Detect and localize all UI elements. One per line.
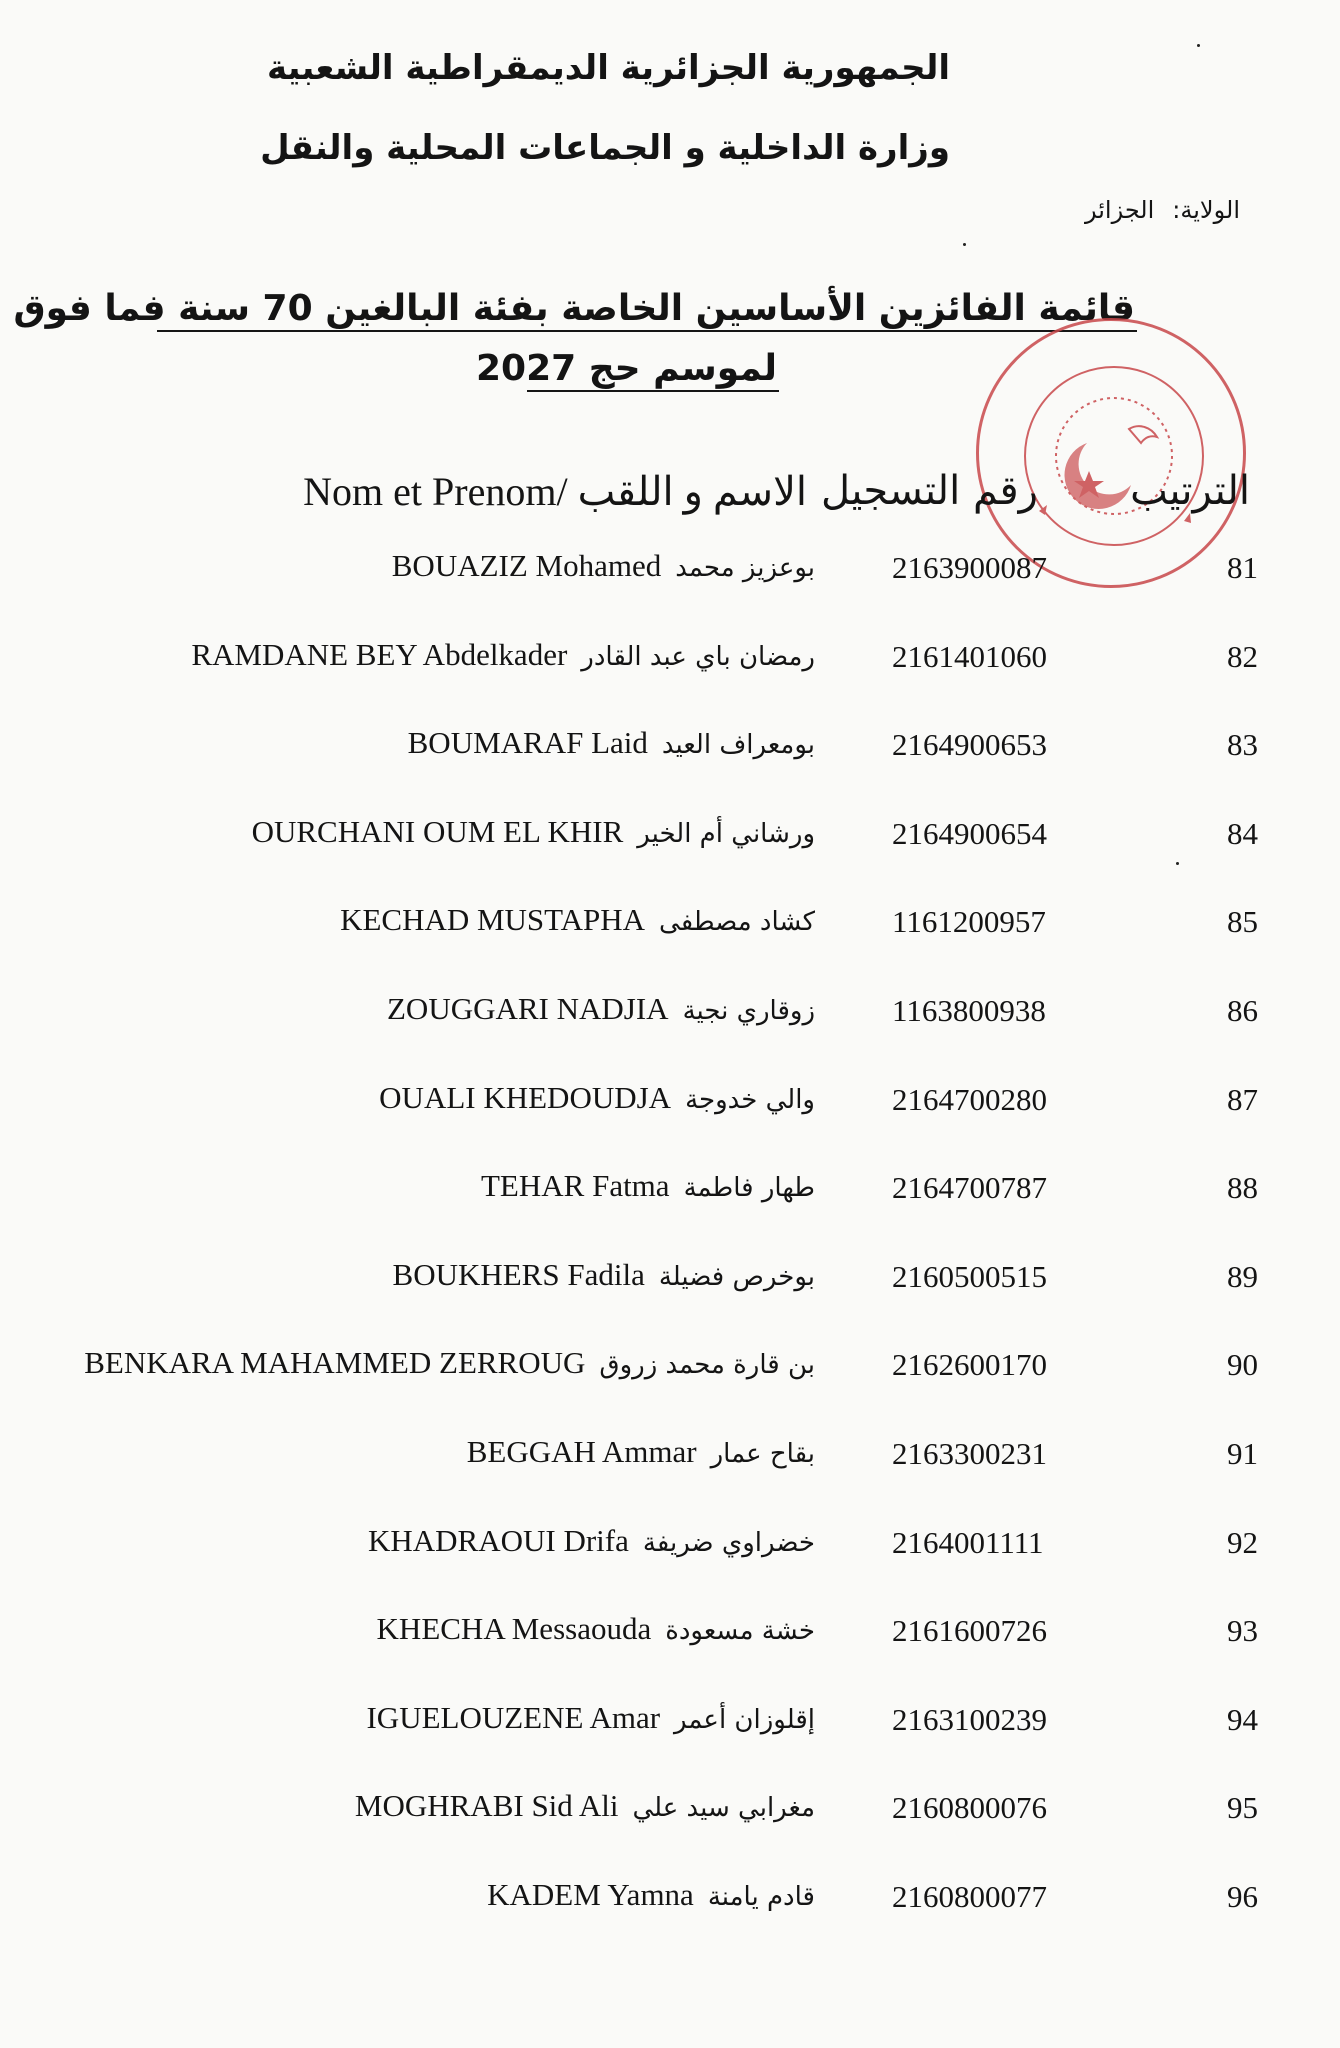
scan-speck [963, 243, 966, 246]
arabic-name: زوقاري نجية [682, 995, 815, 1026]
order-number: 93 [1227, 1613, 1258, 1649]
document-subtitle: لموسم حج 2027 [475, 348, 777, 389]
order-number: 92 [1227, 1524, 1258, 1560]
wilaya-value: الجزائر [1084, 196, 1155, 224]
arabic-name: بقاح عمار [710, 1438, 815, 1469]
list-row [0, 725, 1340, 814]
list-row [0, 1788, 1340, 1877]
latin-name: BOUAZIZ Mohamed [391, 548, 662, 583]
registration-number: 2160800077 [892, 1878, 1047, 1914]
list-row [0, 814, 1340, 903]
registration-number: 2161401060 [892, 638, 1047, 674]
list-row [0, 637, 1340, 726]
registration-number: 1161200957 [892, 904, 1046, 940]
latin-name: BEGGAH Ammar [466, 1433, 697, 1469]
list-row [0, 1257, 1340, 1346]
latin-name: KECHAD MUSTAPHA [340, 902, 646, 938]
list-row [0, 1080, 1340, 1169]
list-row [0, 902, 1340, 991]
order-number: 88 [1227, 1170, 1258, 1206]
registration-number: 2163100239 [892, 1701, 1047, 1737]
registration-number: 1163800938 [892, 992, 1046, 1028]
name-cell [387, 991, 815, 1027]
arabic-name: طهار فاطمة [683, 1173, 815, 1204]
arabic-name: بومعراف العيد [661, 730, 815, 761]
name-cell [252, 814, 815, 850]
order-number: 90 [1227, 1347, 1258, 1383]
latin-name: BENKARA MAHAMMED ZERROUG [84, 1345, 586, 1381]
registration-column-header: رقم التسجيل [820, 468, 1038, 514]
wilaya-label: الولاية: [1172, 196, 1240, 224]
order-number: 81 [1227, 550, 1258, 585]
name-cell [340, 902, 815, 938]
document-title: قائمة الفائزين الأساسين الخاصة بفئة البالغين 70 سنة فما فوق [13, 288, 1135, 329]
name-cell [191, 637, 815, 673]
name-cell [408, 725, 815, 761]
registration-number: 2164700280 [892, 1081, 1047, 1117]
order-number: 96 [1227, 1878, 1258, 1914]
list-row [0, 1611, 1340, 1700]
order-column-header: الترتيب [1130, 468, 1250, 514]
arabic-name: كشاد مصطفى [659, 907, 815, 938]
arabic-name: والي خدوجة [685, 1084, 815, 1115]
latin-name: TEHAR Fatma [481, 1168, 670, 1204]
arabic-name: خشة مسعودة [665, 1616, 815, 1647]
registration-number: 2160800076 [892, 1790, 1047, 1826]
name-cell [393, 1257, 815, 1293]
name-cell [84, 1345, 815, 1381]
name-cell [379, 1080, 815, 1116]
wilaya-line [1067, 196, 1240, 224]
order-number: 85 [1227, 904, 1258, 940]
order-number: 94 [1227, 1701, 1258, 1737]
republic-heading: الجمهورية الجزائرية الديمقراطية الشعبية [267, 48, 950, 88]
name-cell [481, 1168, 815, 1204]
latin-name: OUALI KHEDOUDJA [379, 1079, 672, 1115]
latin-name: KADEM Yamna [487, 1876, 694, 1912]
name-cell [368, 1523, 815, 1559]
arabic-name: بوعزيز محمد [675, 553, 815, 583]
order-number: 87 [1227, 1081, 1258, 1117]
list-row [0, 1345, 1340, 1434]
registration-number: 2161600726 [892, 1613, 1047, 1649]
list-row [0, 991, 1340, 1080]
registration-number: 2163900087 [892, 550, 1047, 585]
latin-name: KHADRAOUI Drifa [368, 1522, 629, 1558]
arabic-name: خضراوي ضريفة [642, 1527, 815, 1558]
arabic-name: ورشاني أم الخير [637, 818, 815, 849]
registration-number: 2164900653 [892, 727, 1047, 763]
latin-name: BOUMARAF Laid [407, 725, 648, 761]
order-number: 86 [1227, 992, 1258, 1028]
registration-number: 2164700787 [892, 1170, 1047, 1206]
list-row [0, 1523, 1340, 1612]
order-number: 82 [1227, 638, 1258, 674]
arabic-name: بوخرص فضيلة [658, 1261, 815, 1292]
list-row [0, 548, 1340, 637]
latin-name: MOGHRABI Sid Ali [354, 1788, 619, 1824]
winners-list [0, 548, 1340, 1966]
latin-name: IGUELOUZENE Amar [366, 1699, 661, 1735]
order-number: 89 [1227, 1258, 1258, 1294]
list-row [0, 1434, 1340, 1523]
name-column-header: Nom et Prenom/ الاسم و اللقب [303, 469, 807, 514]
subtitle-underline [527, 390, 779, 392]
registration-number: 2160500515 [892, 1258, 1047, 1294]
order-number: 84 [1227, 815, 1258, 851]
registration-number: 2163300231 [892, 1435, 1047, 1471]
latin-name: ZOUGGARI NADJIA [387, 990, 669, 1026]
name-cell [392, 548, 815, 584]
registration-number: 2162600170 [892, 1347, 1047, 1383]
ministry-heading: وزارة الداخلية و الجماعات المحلية والنقل [260, 128, 950, 168]
scan-speck [1197, 44, 1200, 47]
registration-number: 2164900654 [892, 815, 1047, 851]
name-cell [467, 1434, 815, 1470]
name-cell [377, 1611, 815, 1647]
name-cell [366, 1700, 815, 1736]
order-number: 91 [1227, 1435, 1258, 1471]
arabic-name: رمضان باي عبد القادر [581, 641, 815, 672]
arabic-name: مغرابي سيد علي [632, 1793, 815, 1824]
list-row [0, 1168, 1340, 1257]
list-row [0, 1877, 1340, 1966]
name-cell [487, 1877, 815, 1913]
latin-name: KHECHA Messaouda [376, 1611, 652, 1647]
latin-name: BOUKHERS Fadila [392, 1256, 645, 1292]
registration-number: 2164001111 [892, 1524, 1044, 1560]
scan-speck [1176, 862, 1179, 865]
arabic-name: بن قارة محمد زروق [599, 1350, 815, 1381]
order-number: 95 [1227, 1790, 1258, 1826]
order-number: 83 [1227, 727, 1258, 763]
latin-name: OURCHANI OUM EL KHIR [251, 813, 624, 849]
arabic-name: قادم يامنة [707, 1881, 815, 1912]
arabic-name: إقلوزان أعمر [674, 1704, 815, 1735]
list-row [0, 1700, 1340, 1789]
name-cell [355, 1788, 815, 1824]
latin-name: RAMDANE BEY Abdelkader [191, 636, 568, 672]
